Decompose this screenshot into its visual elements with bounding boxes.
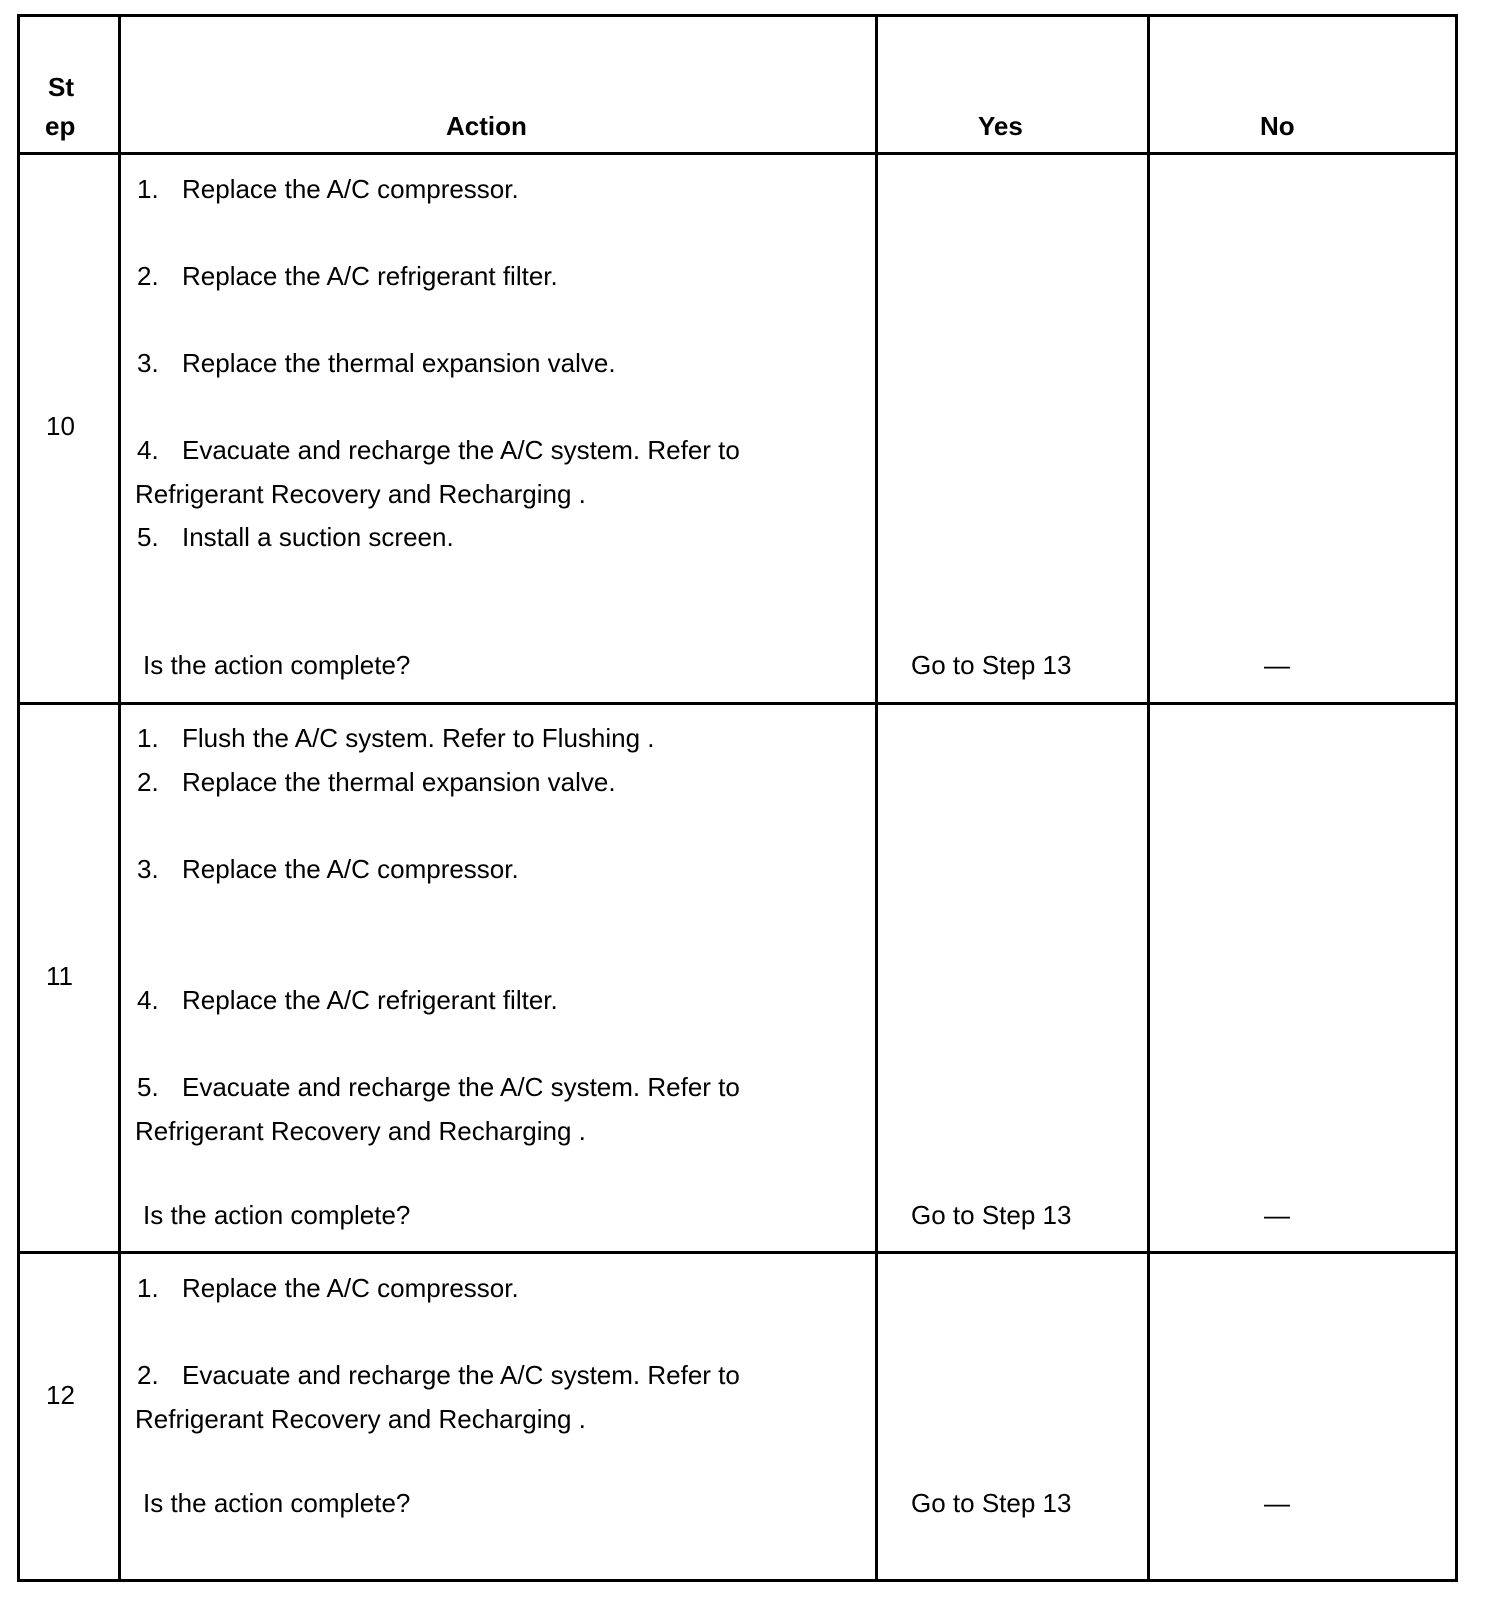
row-divider: [20, 702, 1455, 705]
row-divider: [20, 152, 1455, 155]
item-number: 2.: [137, 261, 159, 291]
item-number: 2.: [137, 767, 159, 797]
header-step-line2: ep: [45, 111, 76, 141]
item-number: 4.: [137, 435, 159, 465]
action-question: Is the action complete?: [143, 1488, 411, 1518]
action-item: Replace the A/C compressor.: [182, 854, 519, 884]
column-divider: [1147, 17, 1150, 1579]
action-item: Install a suction screen.: [182, 522, 454, 552]
item-number: 5.: [137, 1072, 159, 1102]
action-item-continuation: Refrigerant Recovery and Recharging .: [135, 479, 586, 509]
no-result: —: [1264, 650, 1290, 680]
item-number: 1.: [137, 723, 159, 753]
action-item-continuation: Refrigerant Recovery and Recharging .: [135, 1404, 586, 1434]
action-item: Evacuate and recharge the A/C system. Refer to: [182, 435, 740, 465]
action-item: Evacuate and recharge the A/C system. Refer to: [182, 1360, 740, 1390]
step-number: 10: [46, 411, 75, 441]
action-item: Replace the A/C compressor.: [182, 174, 519, 204]
no-result: —: [1264, 1488, 1290, 1518]
column-divider: [118, 17, 121, 1579]
item-number: 1.: [137, 174, 159, 204]
action-item-continuation: Refrigerant Recovery and Recharging .: [135, 1116, 586, 1146]
item-number: 3.: [137, 854, 159, 884]
action-item: Replace the A/C refrigerant filter.: [182, 985, 558, 1015]
item-number: 2.: [137, 1360, 159, 1390]
yes-result: Go to Step 13: [911, 650, 1072, 680]
action-item: Replace the thermal expansion valve.: [182, 348, 616, 378]
item-number: 4.: [137, 985, 159, 1015]
action-item: Replace the A/C compressor.: [182, 1273, 519, 1303]
step-number: 12: [46, 1380, 75, 1410]
action-item: Replace the A/C refrigerant filter.: [182, 261, 558, 291]
header-step-line1: St: [48, 72, 74, 102]
no-result: —: [1264, 1200, 1290, 1230]
item-number: 1.: [137, 1273, 159, 1303]
item-number: 3.: [137, 348, 159, 378]
header-yes: Yes: [978, 111, 1023, 141]
step-number: 11: [46, 961, 73, 991]
action-item: Replace the thermal expansion valve.: [182, 767, 616, 797]
action-question: Is the action complete?: [143, 1200, 411, 1230]
header-action: Action: [446, 111, 527, 141]
row-divider: [20, 1251, 1455, 1254]
yes-result: Go to Step 13: [911, 1488, 1072, 1518]
action-item: Evacuate and recharge the A/C system. Refer to: [182, 1072, 740, 1102]
header-no: No: [1260, 111, 1295, 141]
yes-result: Go to Step 13: [911, 1200, 1072, 1230]
item-number: 5.: [137, 522, 159, 552]
diagnostic-table: [17, 14, 1458, 1582]
action-question: Is the action complete?: [143, 650, 411, 680]
action-item: Flush the A/C system. Refer to Flushing .: [182, 723, 655, 753]
column-divider: [875, 17, 878, 1579]
